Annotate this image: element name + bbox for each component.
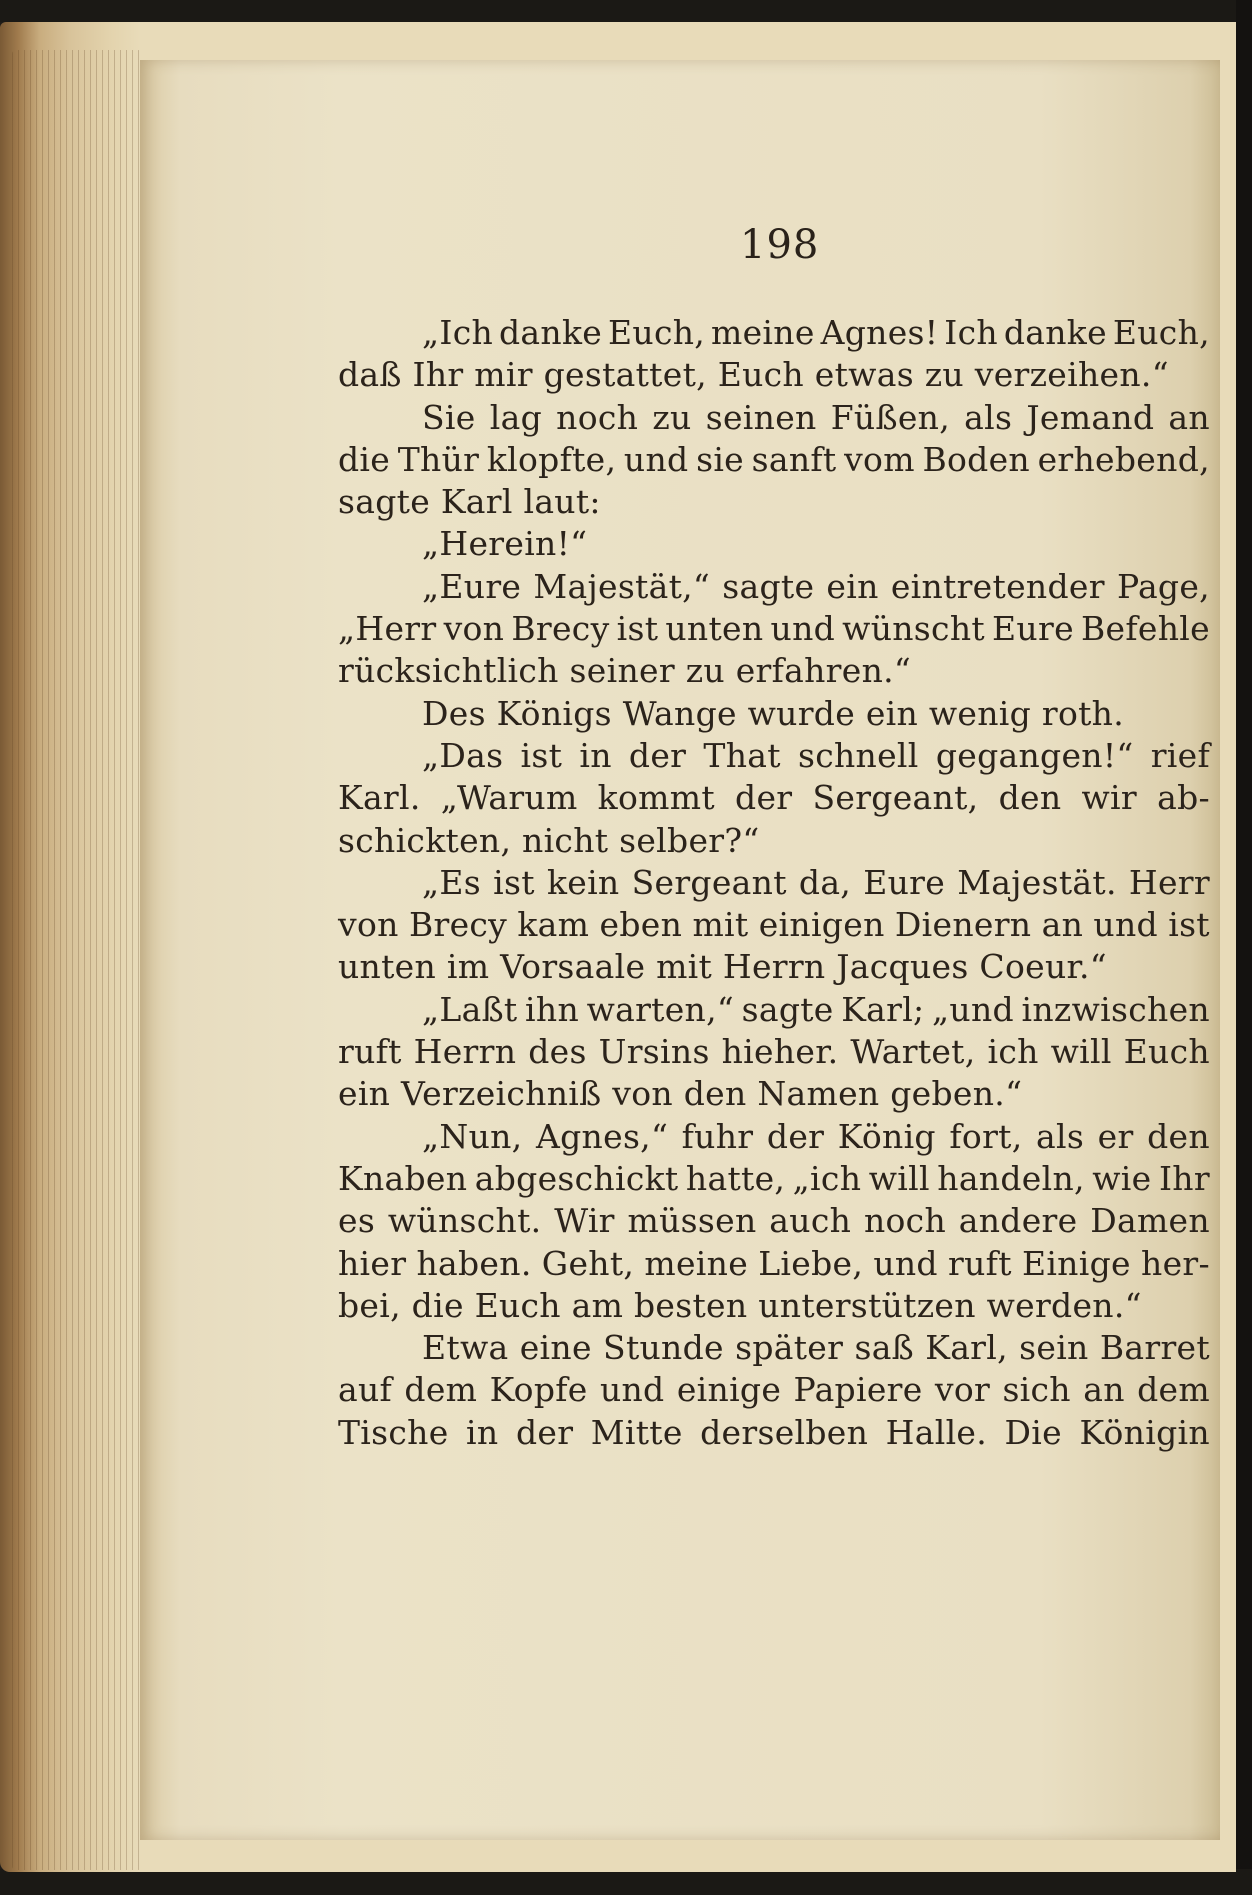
word: Majestät. xyxy=(957,862,1117,902)
word: Brecy xyxy=(408,905,508,945)
text-line xyxy=(338,735,1210,777)
word: sich xyxy=(1002,1370,1071,1410)
word: kein xyxy=(546,862,620,902)
word: Eure xyxy=(992,609,1074,649)
word: es xyxy=(338,1201,376,1241)
word: Ursins xyxy=(598,1032,710,1072)
text-line xyxy=(338,439,1210,481)
word: Euch, xyxy=(1112,313,1210,352)
word: Mitte xyxy=(590,1412,683,1452)
text-line: rücksichtlich seiner zu erfahren.“ xyxy=(338,651,912,691)
word: noch xyxy=(556,397,639,437)
word: haben. xyxy=(416,1243,532,1283)
word: inzwischen xyxy=(1021,989,1210,1029)
word: dem xyxy=(1137,1370,1210,1410)
word: vor xyxy=(934,1370,991,1410)
word: ist xyxy=(520,735,563,775)
text-line xyxy=(338,989,1210,1031)
word: ist xyxy=(1168,905,1210,945)
word: Sie xyxy=(422,397,476,437)
word: ein xyxy=(826,566,879,606)
text-line: sagte Karl laut: xyxy=(338,482,601,522)
word: die xyxy=(338,439,391,479)
word: zu xyxy=(652,397,692,437)
body-text xyxy=(338,312,1210,1454)
word: Sergeant, xyxy=(812,778,979,818)
text-line xyxy=(338,1116,1210,1158)
word: als xyxy=(964,397,1013,437)
word: unten xyxy=(665,609,764,649)
word: und xyxy=(1093,905,1158,945)
word: Brecy xyxy=(511,609,610,649)
text-line xyxy=(338,1200,1210,1242)
text-line xyxy=(338,1158,1210,1200)
word: „Warum xyxy=(440,778,578,818)
text-line xyxy=(338,312,1210,354)
text-line xyxy=(338,1369,1210,1411)
word: sie xyxy=(696,439,745,479)
word: ab- xyxy=(1157,778,1210,818)
word: an xyxy=(1083,1370,1125,1410)
word: Agnes,“ xyxy=(536,1116,669,1156)
word: sagte xyxy=(741,989,834,1029)
word: Tische xyxy=(338,1412,449,1452)
word: Sergeant xyxy=(631,862,787,902)
text-line xyxy=(338,777,1210,819)
word: König xyxy=(837,1116,936,1156)
word: vom xyxy=(844,439,915,479)
word: und xyxy=(623,439,689,479)
word: Karl, xyxy=(925,1328,1008,1368)
word: da, xyxy=(798,862,852,902)
word: sanft xyxy=(751,439,837,479)
word: Ihr xyxy=(1158,1158,1210,1198)
word: Karl. xyxy=(338,778,421,818)
word: noch xyxy=(863,1201,946,1241)
word: an xyxy=(1168,397,1210,437)
word: in xyxy=(466,1412,499,1452)
word: an xyxy=(1041,905,1084,945)
text-line xyxy=(338,1243,1210,1285)
scan-background-bottom xyxy=(0,1869,1252,1895)
word: „Laßt xyxy=(422,989,518,1029)
word: wie xyxy=(1092,1158,1152,1198)
word: Liebe, xyxy=(758,1243,864,1283)
word: Wir xyxy=(554,1201,615,1241)
word: wünscht. xyxy=(387,1201,542,1241)
word: Thür xyxy=(397,439,480,479)
word: Füßen, xyxy=(830,397,951,437)
word: hieher. xyxy=(721,1032,839,1072)
word: Papiere xyxy=(793,1370,923,1410)
scan-background-top xyxy=(0,0,1252,22)
word: und xyxy=(873,1243,938,1283)
text-line xyxy=(338,904,1210,946)
word: Stunde xyxy=(603,1328,724,1368)
text-line xyxy=(338,1327,1210,1369)
word: später xyxy=(735,1328,844,1368)
word: ist xyxy=(493,862,535,902)
word: gegangen!“ xyxy=(935,735,1134,775)
word: saß xyxy=(854,1328,915,1368)
word: rief xyxy=(1150,735,1210,775)
word: Knaben xyxy=(338,1158,468,1198)
text-line: schickten, nicht selber?“ xyxy=(338,820,760,860)
word: den xyxy=(1147,1116,1210,1156)
text-line: bei, die Euch am besten unterstützen werden.“ xyxy=(338,1285,1142,1325)
word: er xyxy=(1097,1116,1134,1156)
word: Befehle xyxy=(1081,609,1210,649)
scan-background-right xyxy=(1236,0,1252,1895)
word: Kopfe xyxy=(489,1370,588,1410)
word: eben xyxy=(599,905,683,945)
word: hatte, xyxy=(685,1158,786,1198)
text-line: Des Königs Wange wurde ein wenig roth. xyxy=(422,693,1125,733)
word: Dienern xyxy=(894,905,1032,945)
word: Wartet, xyxy=(850,1032,976,1072)
word: Euch, xyxy=(608,313,706,352)
word: sein xyxy=(1019,1328,1089,1368)
word: eintretender xyxy=(890,566,1105,606)
word: Die xyxy=(1004,1412,1062,1452)
word: seinen xyxy=(705,397,817,437)
word: Königin xyxy=(1079,1412,1210,1452)
word: „Nun, xyxy=(422,1116,523,1156)
text-line xyxy=(338,1412,1210,1454)
word: will xyxy=(1050,1032,1112,1072)
word: „ich xyxy=(792,1158,862,1198)
word: klopfte, xyxy=(486,439,617,479)
word: Jemand xyxy=(1026,397,1155,437)
word: hier xyxy=(338,1243,407,1283)
word: warten,“ xyxy=(586,989,735,1029)
word: den xyxy=(998,778,1062,818)
word: ist xyxy=(616,609,659,649)
word: auch xyxy=(769,1201,852,1241)
word: Herr xyxy=(1128,862,1210,902)
word: ihn xyxy=(525,989,580,1029)
word: wünscht xyxy=(842,609,985,649)
word: derselben xyxy=(700,1412,869,1452)
word: eine xyxy=(519,1328,592,1368)
word: Damen xyxy=(1090,1201,1210,1241)
word: dem xyxy=(404,1370,478,1410)
word: Page, xyxy=(1116,566,1210,606)
word: der xyxy=(515,1412,574,1452)
word: abgeschickt xyxy=(474,1158,679,1198)
word: wir xyxy=(1081,778,1137,818)
word: einigen xyxy=(758,905,885,945)
word: fuhr xyxy=(681,1116,754,1156)
word: von xyxy=(338,905,399,945)
word: Boden xyxy=(922,439,1030,479)
page-edges xyxy=(12,50,142,1870)
word: andere xyxy=(958,1201,1078,1241)
word: her- xyxy=(1141,1243,1210,1283)
word: meine xyxy=(644,1243,749,1283)
word: erhebend, xyxy=(1037,439,1210,479)
text-line xyxy=(338,608,1210,650)
word: Barret xyxy=(1099,1328,1210,1368)
text-line: „Herein!“ xyxy=(422,524,588,564)
word: ruft xyxy=(948,1243,1012,1283)
word: Halle. xyxy=(885,1412,988,1452)
word: fort, xyxy=(949,1116,1023,1156)
word: Euch xyxy=(1123,1032,1210,1072)
word: kommt xyxy=(597,778,715,818)
word: danke xyxy=(499,313,603,352)
text-line: ein Verzeichniß von den Namen geben.“ xyxy=(338,1074,1023,1114)
word: handeln, xyxy=(937,1158,1085,1198)
word: der xyxy=(766,1116,825,1156)
word: „Das xyxy=(422,735,504,775)
word: That xyxy=(703,735,781,775)
word: sagte xyxy=(722,566,815,606)
word: „Herr xyxy=(338,609,437,649)
word: Agnes! xyxy=(820,313,939,352)
word: danke xyxy=(1003,313,1107,352)
word: schnell xyxy=(797,735,919,775)
text-line: unten im Vorsaale mit Herrn Jacques Coeur.“ xyxy=(338,947,1107,987)
word: Einige xyxy=(1021,1243,1131,1283)
word: Herrn xyxy=(413,1032,517,1072)
word: einige xyxy=(676,1370,782,1410)
word: in xyxy=(579,735,612,775)
word: ruft xyxy=(338,1032,402,1072)
text-line: daß Ihr mir gestattet, Euch etwas zu verzeihen.“ xyxy=(338,355,1169,395)
word: der xyxy=(735,778,793,818)
text-line xyxy=(338,862,1210,904)
word: lag xyxy=(489,397,542,437)
word: Eure xyxy=(863,862,946,902)
word: „Ich xyxy=(422,313,494,352)
word: Geht, xyxy=(541,1243,635,1283)
page-number: 198 xyxy=(740,222,820,268)
word: der xyxy=(628,735,687,775)
word: ich xyxy=(987,1032,1039,1072)
text-line xyxy=(338,566,1210,608)
word: Etwa xyxy=(422,1328,509,1368)
text-line xyxy=(338,397,1210,439)
word: kam xyxy=(517,905,590,945)
word: Ich xyxy=(944,313,998,352)
word: und xyxy=(770,609,836,649)
word: meine xyxy=(711,313,815,352)
word: als xyxy=(1036,1116,1085,1156)
word: auf xyxy=(338,1370,393,1410)
word: „und xyxy=(932,989,1014,1029)
word: und xyxy=(599,1370,665,1410)
word: will xyxy=(868,1158,930,1198)
word: des xyxy=(528,1032,587,1072)
word: mit xyxy=(692,905,749,945)
word: müssen xyxy=(627,1201,757,1241)
text-line xyxy=(338,1031,1210,1073)
word: „Es xyxy=(422,862,482,902)
word: von xyxy=(443,609,505,649)
word: „Eure xyxy=(422,566,522,606)
word: Majestät,“ xyxy=(533,566,711,606)
word: Karl; xyxy=(841,989,925,1029)
